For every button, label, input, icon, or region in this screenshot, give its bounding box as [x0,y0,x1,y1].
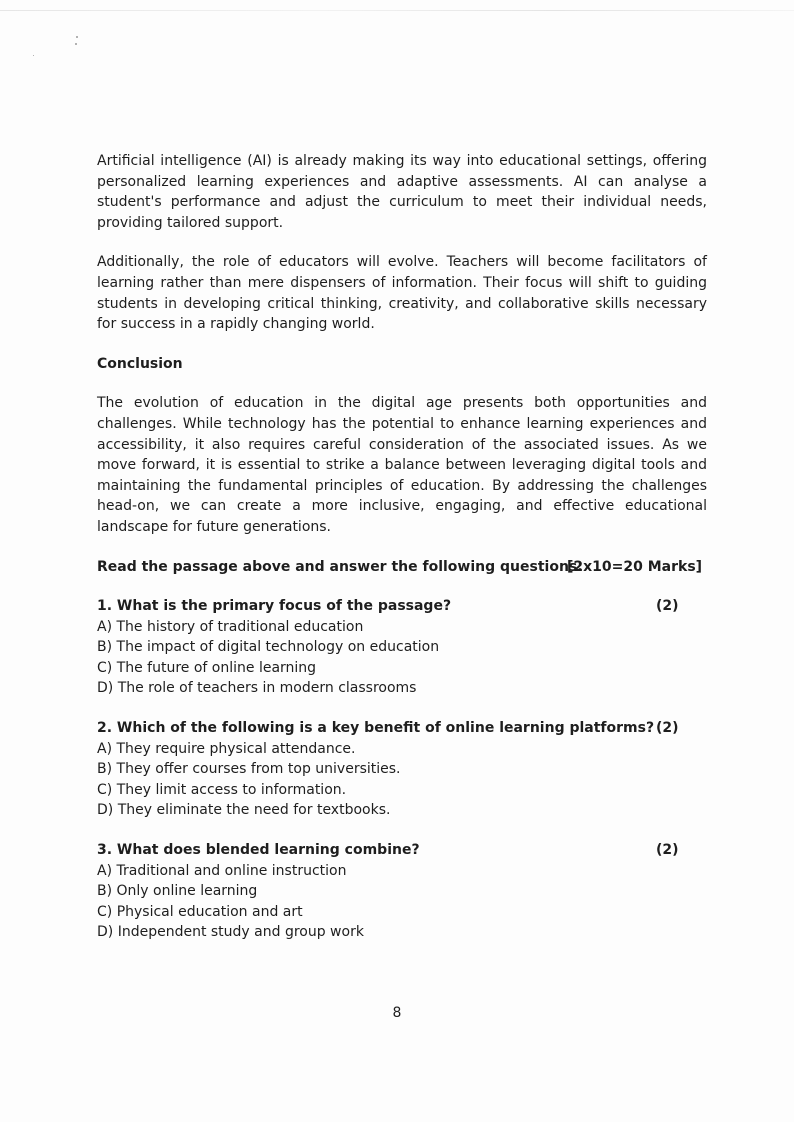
question-marks: (2) [656,720,679,737]
scan-speck [33,55,34,56]
option-c: C) They limit access to information. [97,781,347,798]
paragraph-ai: Artificial intelligence (AI) is already making its way into educational settings, offering personalized learning experiences and adaptive assessments. AI can analyse a student's performance and adjust the curriculum to meet their individual needs, providing tailored support. [97,153,707,231]
option-d: D) They eliminate the need for textbooks. [97,802,391,819]
option-d: D) The role of teachers in modern classrooms [97,680,417,697]
option-a: A) They require physical attendance. [97,740,356,757]
question-3 [97,840,707,943]
question-1 [97,596,707,699]
passage-content [97,151,707,943]
scan-speck [75,43,77,45]
question-marks: (2) [656,598,679,615]
question-text: 3. What does blended learning combine? [97,842,420,859]
question-1-row [97,596,707,617]
scan-edge-line [0,10,794,11]
instructions-text: Read the passage above and answer the following questions: [97,558,583,575]
option-c: C) The future of online learning [97,659,317,676]
paragraph-educators: Additionally, the role of educators will evolve. Teachers will become facilitators of learning rather than mere dispensers of information. Their focus will shift to guiding students in developing critical thinking, creativity, and collaborative skills necessary for success in a rapidly changing world. [97,254,707,333]
option-a: A) The history of traditional education [97,618,364,635]
page-number: 8 [392,1005,402,1021]
instructions-marks: [2x10=20 Marks] [567,558,703,575]
option-b: B) The impact of digital technology on education [97,639,440,656]
scan-speck [76,36,78,38]
question-2 [97,718,707,821]
option-b: B) They offer courses from top universities. [97,761,401,778]
option-c: C) Physical education and art [97,903,303,920]
option-a: A) Traditional and online instruction [97,862,347,879]
option-d: D) Independent study and group work [97,924,364,941]
question-text: 1. What is the primary focus of the passage? [97,598,452,615]
question-marks: (2) [656,842,679,859]
instructions-row [97,557,707,578]
conclusion-heading: Conclusion [97,355,183,372]
question-3-row [97,840,707,861]
question-text: 2. Which of the following is a key benefit of online learning platforms? [97,720,655,737]
question-2-row [97,718,707,739]
conclusion-paragraph: The evolution of education in the digital age presents both opportunities and challenges. While technology has the potential to enhance learning experiences and accessibility, it also requires careful consideration of the associated issues. As we move forward, it is essential to strike a balance between leveraging digital tools and maintaining the fundamental principles of education. By addressing the challenges head-on, we can create a more inclusive, engaging, and effective educational landscape for future generations. [97,395,707,535]
option-b: B) Only online learning [97,883,258,900]
